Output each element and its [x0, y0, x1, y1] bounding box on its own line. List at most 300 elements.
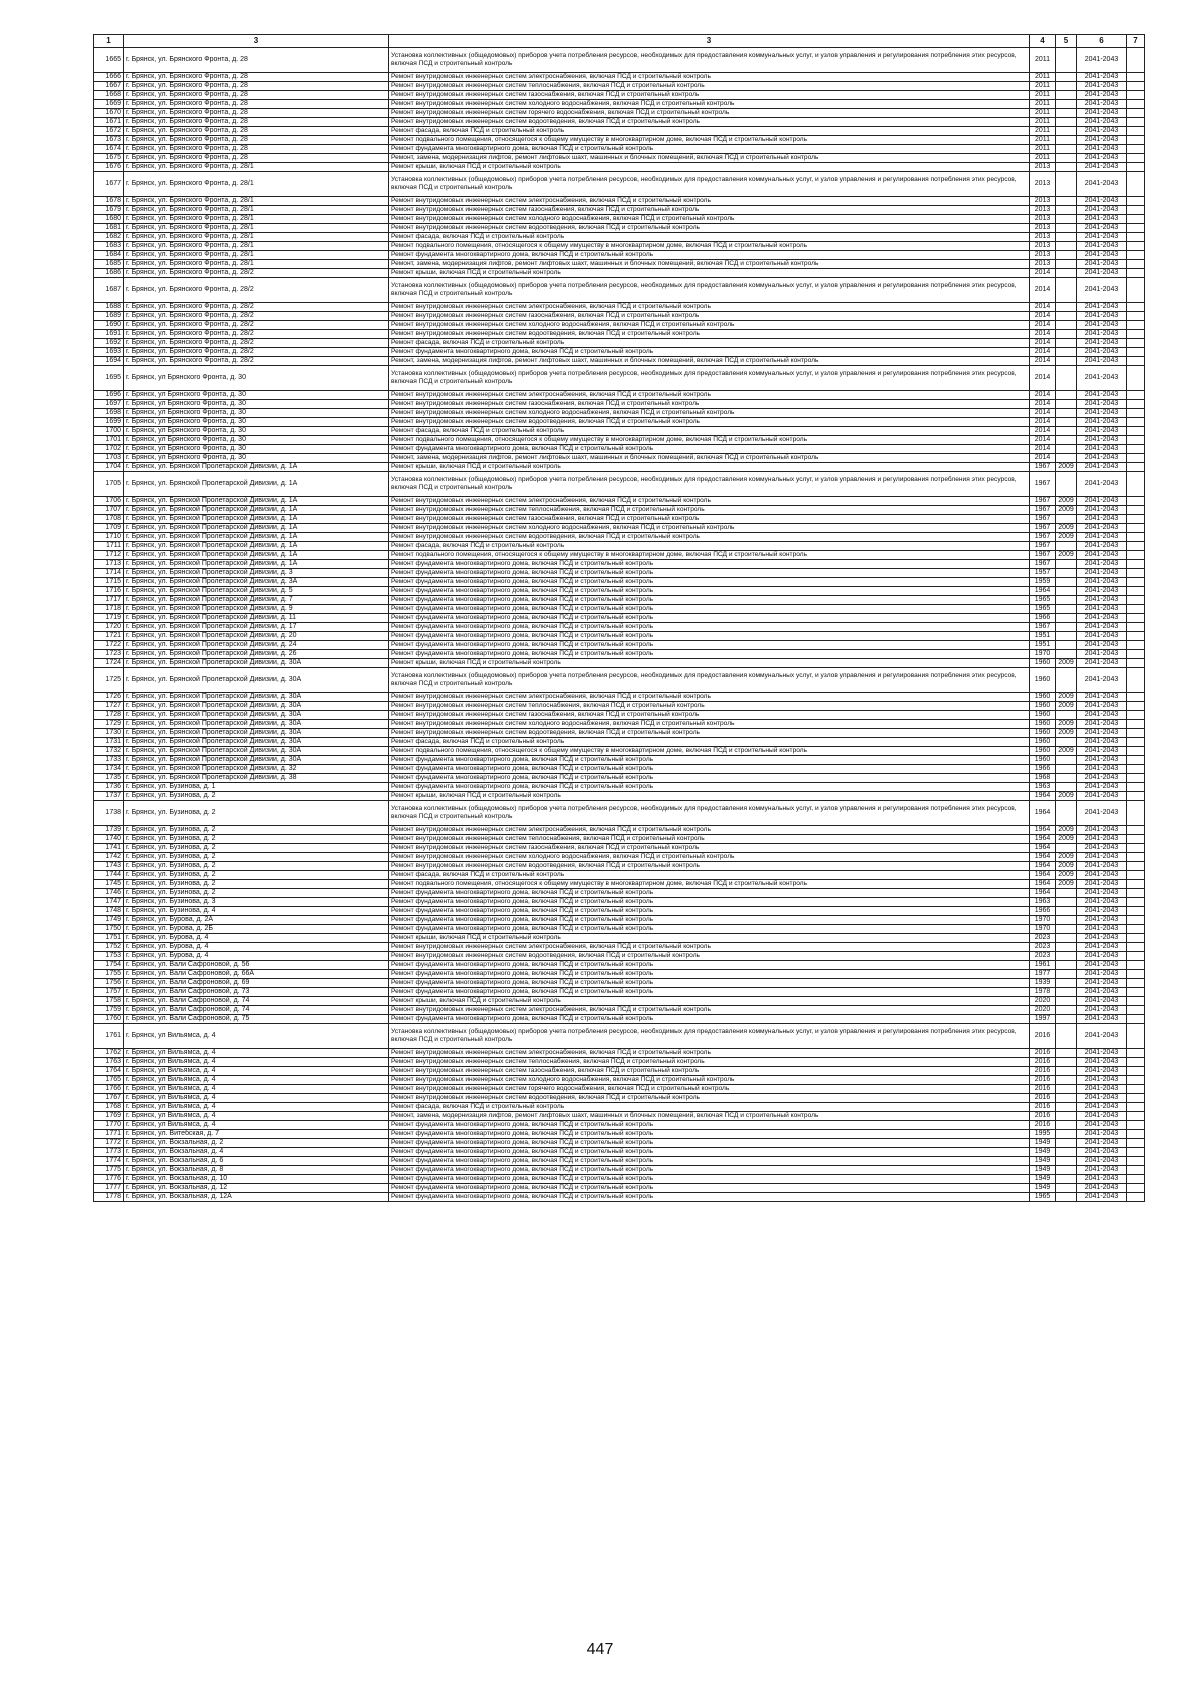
cell-address: г. Брянск, ул Брянского Фронта, д. 30 — [124, 454, 389, 463]
cell-planned-period: 2041-2043 — [1077, 605, 1127, 614]
cell-address: г. Брянск, ул. Брянского Фронта, д. 28/2 — [124, 357, 389, 366]
cell-address: г. Брянск, ул. Бузинова, д. 2 — [124, 853, 389, 862]
cell-year-built: 1960 — [1030, 702, 1056, 711]
cell-last-repair-year: 2009 — [1056, 853, 1077, 862]
cell-address: г. Брянск, ул. Вали Сафроновой, д. 69 — [124, 979, 389, 988]
table-row — [94, 233, 1145, 242]
table-row — [94, 844, 1145, 853]
cell-last-repair-year: 2009 — [1056, 497, 1077, 506]
table-row — [94, 454, 1145, 463]
cell-work-type: Ремонт фундамента многоквартирного дома, включая ПСД и строительный контроль — [389, 1193, 1030, 1202]
cell-address: г. Брянск, ул. Брянской Пролетарской Дивизии, д. 7 — [124, 596, 389, 605]
cell-last-repair-year — [1056, 260, 1077, 269]
cell-row-number: 1714 — [94, 569, 124, 578]
cell-address: г. Брянск, ул. Брянского Фронта, д. 28/1 — [124, 163, 389, 172]
cell-planned-period: 2041-2043 — [1077, 136, 1127, 145]
cell-address: г. Брянск, ул. Брянского Фронта, д. 28/2 — [124, 278, 389, 303]
cell-last-repair-year — [1056, 224, 1077, 233]
cell-row-number: 1670 — [94, 109, 124, 118]
cell-row-number: 1747 — [94, 898, 124, 907]
cell-extra — [1127, 578, 1145, 587]
cell-extra — [1127, 614, 1145, 623]
cell-row-number: 1690 — [94, 321, 124, 330]
cell-work-type: Ремонт фасада, включая ПСД и строительный контроль — [389, 127, 1030, 136]
cell-extra — [1127, 988, 1145, 997]
table-row — [94, 100, 1145, 109]
cell-row-number: 1737 — [94, 792, 124, 801]
cell-row-number: 1716 — [94, 587, 124, 596]
cell-work-type: Установка коллективных (общедомовых) приборов учета потребления ресурсов, необходимых для предоставления коммунальных услуг, и узлов управления и регулирования потребления этих ресурсов, включая ПСД и строительный контроль — [389, 801, 1030, 826]
cell-row-number: 1732 — [94, 747, 124, 756]
cell-planned-period: 2041-2043 — [1077, 357, 1127, 366]
cell-work-type: Ремонт фундамента многоквартирного дома, включая ПСД и строительный контроль — [389, 1166, 1030, 1175]
cell-address: г. Брянск, ул. Брянского Фронта, д. 28/2 — [124, 330, 389, 339]
cell-year-built: 1964 — [1030, 826, 1056, 835]
cell-work-type: Ремонт внутридомовых инженерных систем водоотведения, включая ПСД и строительный контроль — [389, 118, 1030, 127]
cell-extra — [1127, 1103, 1145, 1112]
cell-year-built: 2011 — [1030, 118, 1056, 127]
cell-planned-period: 2041-2043 — [1077, 1103, 1127, 1112]
cell-last-repair-year — [1056, 436, 1077, 445]
cell-work-type: Ремонт внутридомовых инженерных систем холодного водоснабжения, включая ПСД и строительный контроль — [389, 321, 1030, 330]
cell-planned-period: 2041-2043 — [1077, 1067, 1127, 1076]
cell-year-built: 1960 — [1030, 729, 1056, 738]
cell-address: г. Брянск, ул. Брянской Пролетарской Дивизии, д. 5 — [124, 587, 389, 596]
cell-address: г. Брянск, ул Вильямса, д. 4 — [124, 1076, 389, 1085]
table-row — [94, 445, 1145, 454]
cell-planned-period: 2041-2043 — [1077, 91, 1127, 100]
cell-row-number: 1700 — [94, 427, 124, 436]
cell-row-number: 1720 — [94, 623, 124, 632]
cell-row-number: 1768 — [94, 1103, 124, 1112]
cell-planned-period: 2041-2043 — [1077, 916, 1127, 925]
cell-work-type: Ремонт фундамента многоквартирного дома, включая ПСД и строительный контроль — [389, 641, 1030, 650]
table-row — [94, 853, 1145, 862]
cell-row-number: 1705 — [94, 472, 124, 497]
cell-last-repair-year: 2009 — [1056, 702, 1077, 711]
cell-planned-period: 2041-2043 — [1077, 880, 1127, 889]
cell-extra — [1127, 943, 1145, 952]
cell-address: г. Брянск, ул. Бузинова, д. 2 — [124, 801, 389, 826]
header-cell-address: 3 — [124, 35, 389, 48]
table-row — [94, 1175, 1145, 1184]
table-row — [94, 1148, 1145, 1157]
cell-year-built: 2011 — [1030, 73, 1056, 82]
cell-address: г. Брянск, ул Брянского Фронта, д. 30 — [124, 366, 389, 391]
cell-last-repair-year — [1056, 303, 1077, 312]
cell-address: г. Брянск, ул. Вокзальная, д. 10 — [124, 1175, 389, 1184]
cell-year-built: 2013 — [1030, 215, 1056, 224]
cell-work-type: Ремонт фасада, включая ПСД и строительный контроль — [389, 1103, 1030, 1112]
cell-address: г. Брянск, ул. Брянской Пролетарской Дивизии, д. 1А — [124, 497, 389, 506]
cell-work-type: Ремонт подвального помещения, относящегося к общему имуществу в многоквартирном доме, включая ПСД и строительный контроль — [389, 747, 1030, 756]
cell-row-number: 1667 — [94, 82, 124, 91]
cell-last-repair-year — [1056, 1085, 1077, 1094]
cell-extra — [1127, 197, 1145, 206]
cell-address: г. Брянск, ул. Брянского Фронта, д. 28/2 — [124, 348, 389, 357]
cell-year-built: 2013 — [1030, 260, 1056, 269]
cell-year-built: 1964 — [1030, 880, 1056, 889]
cell-row-number: 1684 — [94, 251, 124, 260]
table-row — [94, 1112, 1145, 1121]
cell-extra — [1127, 1076, 1145, 1085]
cell-planned-period: 2041-2043 — [1077, 445, 1127, 454]
table-row — [94, 862, 1145, 871]
cell-row-number: 1691 — [94, 330, 124, 339]
table-row — [94, 765, 1145, 774]
cell-last-repair-year — [1056, 898, 1077, 907]
table-row — [94, 835, 1145, 844]
table-row — [94, 154, 1145, 163]
table-row — [94, 463, 1145, 472]
cell-planned-period: 2041-2043 — [1077, 172, 1127, 197]
cell-work-type: Установка коллективных (общедомовых) приборов учета потребления ресурсов, необходимых для предоставления коммунальных услуг, и узлов управления и регулирования потребления этих ресурсов, включая ПСД и строительный контроль — [389, 172, 1030, 197]
cell-last-repair-year — [1056, 889, 1077, 898]
cell-planned-period: 2041-2043 — [1077, 454, 1127, 463]
cell-work-type: Ремонт, замена, модернизация лифтов, ремонт лифтовых шахт, машинных и блочных помещений, включая ПСД и строительный контроль — [389, 357, 1030, 366]
cell-row-number: 1775 — [94, 1166, 124, 1175]
cell-work-type: Ремонт фундамента многоквартирного дома, включая ПСД и строительный контроль — [389, 970, 1030, 979]
cell-planned-period: 2041-2043 — [1077, 925, 1127, 934]
table-row — [94, 542, 1145, 551]
cell-last-repair-year: 2009 — [1056, 693, 1077, 702]
cell-extra — [1127, 880, 1145, 889]
cell-last-repair-year — [1056, 109, 1077, 118]
table-row — [94, 979, 1145, 988]
cell-extra — [1127, 1121, 1145, 1130]
cell-year-built: 1967 — [1030, 542, 1056, 551]
cell-year-built: 1965 — [1030, 1193, 1056, 1202]
cell-year-built: 2014 — [1030, 339, 1056, 348]
table-row — [94, 792, 1145, 801]
table-row — [94, 898, 1145, 907]
cell-work-type: Установка коллективных (общедомовых) приборов учета потребления ресурсов, необходимых для предоставления коммунальных услуг, и узлов управления и регулирования потребления этих ресурсов, включая ПСД и строительный контроль — [389, 366, 1030, 391]
cell-planned-period: 2041-2043 — [1077, 1184, 1127, 1193]
cell-planned-period: 2041-2043 — [1077, 844, 1127, 853]
cell-year-built: 1949 — [1030, 1184, 1056, 1193]
cell-address: г. Брянск, ул. Брянской Пролетарской Дивизии, д. 1А — [124, 542, 389, 551]
cell-planned-period: 2041-2043 — [1077, 587, 1127, 596]
cell-address: г. Брянск, ул. Брянской Пролетарской Дивизии, д. 32 — [124, 765, 389, 774]
cell-planned-period: 2041-2043 — [1077, 853, 1127, 862]
cell-work-type: Ремонт фундамента многоквартирного дома, включая ПСД и строительный контроль — [389, 925, 1030, 934]
cell-last-repair-year — [1056, 197, 1077, 206]
cell-address: г. Брянск, ул. Брянской Пролетарской Дивизии, д. 30А — [124, 702, 389, 711]
cell-row-number: 1665 — [94, 48, 124, 73]
cell-last-repair-year — [1056, 1006, 1077, 1015]
cell-planned-period: 2041-2043 — [1077, 109, 1127, 118]
cell-extra — [1127, 596, 1145, 605]
cell-year-built: 1949 — [1030, 1148, 1056, 1157]
cell-last-repair-year — [1056, 632, 1077, 641]
cell-year-built: 1968 — [1030, 774, 1056, 783]
cell-last-repair-year: 2009 — [1056, 871, 1077, 880]
cell-address: г. Брянск, ул Вильямса, д. 4 — [124, 1049, 389, 1058]
cell-work-type: Ремонт внутридомовых инженерных систем водоотведения, включая ПСД и строительный контроль — [389, 330, 1030, 339]
cell-year-built: 2020 — [1030, 1006, 1056, 1015]
cell-row-number: 1704 — [94, 463, 124, 472]
cell-year-built: 2014 — [1030, 436, 1056, 445]
cell-extra — [1127, 862, 1145, 871]
cell-extra — [1127, 898, 1145, 907]
cell-address: г. Брянск, ул. Брянской Пролетарской Дивизии, д. 30А — [124, 659, 389, 668]
cell-row-number: 1712 — [94, 551, 124, 560]
cell-extra — [1127, 506, 1145, 515]
cell-row-number: 1713 — [94, 560, 124, 569]
cell-address: г. Брянск, ул Брянского Фронта, д. 30 — [124, 418, 389, 427]
cell-address: г. Брянск, ул. Брянского Фронта, д. 28 — [124, 82, 389, 91]
cell-planned-period: 2041-2043 — [1077, 569, 1127, 578]
cell-year-built: 1949 — [1030, 1166, 1056, 1175]
cell-row-number: 1764 — [94, 1067, 124, 1076]
cell-address: г. Брянск, ул. Бузинова, д. 2 — [124, 880, 389, 889]
cell-last-repair-year — [1056, 988, 1077, 997]
cell-work-type: Ремонт внутридомовых инженерных систем электроснабжения, включая ПСД и строительный контроль — [389, 497, 1030, 506]
cell-row-number: 1681 — [94, 224, 124, 233]
cell-year-built: 2016 — [1030, 1103, 1056, 1112]
cell-address: г. Брянск, ул. Брянского Фронта, д. 28 — [124, 136, 389, 145]
cell-address: г. Брянск, ул. Брянской Пролетарской Дивизии, д. 20 — [124, 632, 389, 641]
cell-planned-period: 2041-2043 — [1077, 321, 1127, 330]
cell-year-built: 2014 — [1030, 366, 1056, 391]
cell-address: г. Брянск, ул. Вокзальная, д. 2 — [124, 1139, 389, 1148]
cell-row-number: 1707 — [94, 506, 124, 515]
cell-row-number: 1745 — [94, 880, 124, 889]
cell-last-repair-year — [1056, 163, 1077, 172]
cell-year-built: 1966 — [1030, 765, 1056, 774]
cell-planned-period: 2041-2043 — [1077, 312, 1127, 321]
cell-last-repair-year — [1056, 952, 1077, 961]
cell-last-repair-year — [1056, 605, 1077, 614]
cell-row-number: 1666 — [94, 73, 124, 82]
cell-address: г. Брянск, ул. Брянского Фронта, д. 28 — [124, 91, 389, 100]
table-row — [94, 587, 1145, 596]
cell-last-repair-year — [1056, 330, 1077, 339]
table-row — [94, 1103, 1145, 1112]
cell-year-built: 2020 — [1030, 997, 1056, 1006]
cell-address: г. Брянск, ул. Брянского Фронта, д. 28 — [124, 118, 389, 127]
table-row — [94, 952, 1145, 961]
cell-row-number: 1703 — [94, 454, 124, 463]
cell-row-number: 1762 — [94, 1049, 124, 1058]
cell-row-number: 1767 — [94, 1094, 124, 1103]
cell-row-number: 1765 — [94, 1076, 124, 1085]
cell-planned-period: 2041-2043 — [1077, 1175, 1127, 1184]
cell-last-repair-year — [1056, 668, 1077, 693]
cell-planned-period: 2041-2043 — [1077, 48, 1127, 73]
cell-work-type: Ремонт крыши, включая ПСД и строительный контроль — [389, 163, 1030, 172]
cell-extra — [1127, 747, 1145, 756]
cell-row-number: 1715 — [94, 578, 124, 587]
cell-address: г. Брянск, ул. Брянской Пролетарской Дивизии, д. 11 — [124, 614, 389, 623]
cell-address: г. Брянск, ул. Брянского Фронта, д. 28/1 — [124, 197, 389, 206]
cell-last-repair-year — [1056, 711, 1077, 720]
cell-address: г. Брянск, ул. Брянского Фронта, д. 28/1 — [124, 215, 389, 224]
cell-extra — [1127, 560, 1145, 569]
cell-address: г. Брянск, ул. Вокзальная, д. 12А — [124, 1193, 389, 1202]
cell-year-built: 1966 — [1030, 907, 1056, 916]
cell-year-built: 1960 — [1030, 693, 1056, 702]
cell-extra — [1127, 251, 1145, 260]
cell-work-type: Ремонт подвального помещения, относящегося к общему имуществу в многоквартирном доме, включая ПСД и строительный контроль — [389, 136, 1030, 145]
cell-work-type: Ремонт внутридомовых инженерных систем водоотведения, включая ПСД и строительный контроль — [389, 1094, 1030, 1103]
cell-row-number: 1685 — [94, 260, 124, 269]
cell-year-built: 1960 — [1030, 756, 1056, 765]
cell-extra — [1127, 454, 1145, 463]
table-row — [94, 357, 1145, 366]
cell-work-type: Ремонт внутридомовых инженерных систем теплоснабжения, включая ПСД и строительный контроль — [389, 506, 1030, 515]
table-row — [94, 605, 1145, 614]
cell-planned-period: 2041-2043 — [1077, 515, 1127, 524]
table-row — [94, 650, 1145, 659]
cell-last-repair-year — [1056, 515, 1077, 524]
cell-work-type: Ремонт фундамента многоквартирного дома, включая ПСД и строительный контроль — [389, 1175, 1030, 1184]
cell-address: г. Брянск, ул. Брянской Пролетарской Дивизии, д. 1А — [124, 463, 389, 472]
cell-row-number: 1742 — [94, 853, 124, 862]
cell-planned-period: 2041-2043 — [1077, 952, 1127, 961]
repair-schedule-table — [93, 34, 1145, 1202]
cell-planned-period: 2041-2043 — [1077, 542, 1127, 551]
cell-work-type: Ремонт фундамента многоквартирного дома, включая ПСД и строительный контроль — [389, 560, 1030, 569]
cell-last-repair-year — [1056, 907, 1077, 916]
cell-work-type: Ремонт фасада, включая ПСД и строительный контроль — [389, 542, 1030, 551]
cell-planned-period: 2041-2043 — [1077, 979, 1127, 988]
cell-address: г. Брянск, ул. Брянской Пролетарской Дивизии, д. 30А — [124, 729, 389, 738]
table-row — [94, 659, 1145, 668]
cell-row-number: 1738 — [94, 801, 124, 826]
cell-extra — [1127, 409, 1145, 418]
table-row — [94, 312, 1145, 321]
cell-year-built: 2016 — [1030, 1067, 1056, 1076]
cell-last-repair-year: 2009 — [1056, 463, 1077, 472]
cell-address: г. Брянск, ул. Бузинова, д. 1 — [124, 783, 389, 792]
cell-planned-period: 2041-2043 — [1077, 641, 1127, 650]
cell-year-built: 1965 — [1030, 605, 1056, 614]
table-row — [94, 997, 1145, 1006]
cell-row-number: 1770 — [94, 1121, 124, 1130]
cell-work-type: Ремонт, замена, модернизация лифтов, ремонт лифтовых шахт, машинных и блочных помещений, включая ПСД и строительный контроль — [389, 454, 1030, 463]
cell-row-number: 1756 — [94, 979, 124, 988]
table-header-row — [94, 35, 1145, 48]
cell-year-built: 2014 — [1030, 348, 1056, 357]
cell-extra — [1127, 136, 1145, 145]
cell-extra — [1127, 348, 1145, 357]
cell-planned-period: 2041-2043 — [1077, 934, 1127, 943]
cell-planned-period: 2041-2043 — [1077, 729, 1127, 738]
cell-row-number: 1773 — [94, 1148, 124, 1157]
cell-extra — [1127, 668, 1145, 693]
cell-extra — [1127, 792, 1145, 801]
cell-address: г. Брянск, ул. Брянского Фронта, д. 28/1 — [124, 260, 389, 269]
cell-last-repair-year — [1056, 783, 1077, 792]
cell-address: г. Брянск, ул. Бузинова, д. 2 — [124, 889, 389, 898]
cell-work-type: Ремонт крыши, включая ПСД и строительный контроль — [389, 997, 1030, 1006]
cell-row-number: 1710 — [94, 533, 124, 542]
cell-last-repair-year: 2009 — [1056, 835, 1077, 844]
cell-year-built: 2013 — [1030, 206, 1056, 215]
cell-year-built: 2013 — [1030, 172, 1056, 197]
cell-last-repair-year — [1056, 1094, 1077, 1103]
cell-year-built: 1978 — [1030, 988, 1056, 997]
table-row — [94, 1024, 1145, 1049]
cell-planned-period: 2041-2043 — [1077, 118, 1127, 127]
cell-work-type: Ремонт внутридомовых инженерных систем газоснабжения, включая ПСД и строительный контроль — [389, 711, 1030, 720]
cell-planned-period: 2041-2043 — [1077, 409, 1127, 418]
cell-row-number: 1771 — [94, 1130, 124, 1139]
cell-last-repair-year — [1056, 970, 1077, 979]
cell-last-repair-year — [1056, 1103, 1077, 1112]
cell-address: г. Брянск, ул Вильямса, д. 4 — [124, 1058, 389, 1067]
cell-work-type: Ремонт фундамента многоквартирного дома, включая ПСД и строительный контроль — [389, 979, 1030, 988]
table-row — [94, 632, 1145, 641]
table-row — [94, 118, 1145, 127]
cell-work-type: Ремонт фасада, включая ПСД и строительный контроль — [389, 871, 1030, 880]
cell-row-number: 1735 — [94, 774, 124, 783]
cell-row-number: 1739 — [94, 826, 124, 835]
cell-planned-period: 2041-2043 — [1077, 1015, 1127, 1024]
cell-last-repair-year — [1056, 623, 1077, 632]
cell-extra — [1127, 82, 1145, 91]
cell-row-number: 1697 — [94, 400, 124, 409]
cell-work-type: Ремонт внутридомовых инженерных систем горячего водоснабжения, включая ПСД и строительный контроль — [389, 1085, 1030, 1094]
cell-extra — [1127, 91, 1145, 100]
cell-year-built: 1960 — [1030, 659, 1056, 668]
cell-work-type: Установка коллективных (общедомовых) приборов учета потребления ресурсов, необходимых для предоставления коммунальных услуг, и узлов управления и регулирования потребления этих ресурсов, включая ПСД и строительный контроль — [389, 472, 1030, 497]
cell-row-number: 1751 — [94, 934, 124, 943]
cell-address: г. Брянск, ул. Бузинова, д. 2 — [124, 826, 389, 835]
cell-year-built: 2016 — [1030, 1112, 1056, 1121]
cell-planned-period: 2041-2043 — [1077, 197, 1127, 206]
cell-planned-period: 2041-2043 — [1077, 163, 1127, 172]
cell-extra — [1127, 916, 1145, 925]
cell-work-type: Ремонт фасада, включая ПСД и строительный контроль — [389, 233, 1030, 242]
cell-last-repair-year — [1056, 1139, 1077, 1148]
cell-last-repair-year — [1056, 596, 1077, 605]
table-row — [94, 48, 1145, 73]
cell-planned-period: 2041-2043 — [1077, 400, 1127, 409]
cell-address: г. Брянск, ул. Витебская, д. 7 — [124, 1130, 389, 1139]
cell-last-repair-year — [1056, 172, 1077, 197]
cell-year-built: 2014 — [1030, 357, 1056, 366]
cell-work-type: Ремонт фундамента многоквартирного дома, включая ПСД и строительный контроль — [389, 1157, 1030, 1166]
cell-row-number: 1728 — [94, 711, 124, 720]
cell-work-type: Ремонт внутридомовых инженерных систем холодного водоснабжения, включая ПСД и строительный контроль — [389, 853, 1030, 862]
cell-year-built: 2014 — [1030, 409, 1056, 418]
cell-planned-period: 2041-2043 — [1077, 578, 1127, 587]
cell-work-type: Ремонт внутридомовых инженерных систем водоотведения, включая ПСД и строительный контроль — [389, 952, 1030, 961]
cell-address: г. Брянск, ул. Брянского Фронта, д. 28/1 — [124, 251, 389, 260]
cell-extra — [1127, 1166, 1145, 1175]
cell-work-type: Ремонт внутридомовых инженерных систем теплоснабжения, включая ПСД и строительный контроль — [389, 835, 1030, 844]
cell-address: г. Брянск, ул. Бурова, д. 2Б — [124, 925, 389, 934]
cell-address: г. Брянск, ул. Брянской Пролетарской Дивизии, д. 38 — [124, 774, 389, 783]
cell-year-built: 1967 — [1030, 533, 1056, 542]
cell-last-repair-year — [1056, 1015, 1077, 1024]
table-row — [94, 774, 1145, 783]
cell-row-number: 1706 — [94, 497, 124, 506]
cell-planned-period: 2041-2043 — [1077, 871, 1127, 880]
cell-row-number: 1777 — [94, 1184, 124, 1193]
cell-work-type: Ремонт внутридомовых инженерных систем водоотведения, включая ПСД и строительный контроль — [389, 224, 1030, 233]
cell-row-number: 1672 — [94, 127, 124, 136]
table-row — [94, 970, 1145, 979]
table-row — [94, 801, 1145, 826]
cell-address: г. Брянск, ул. Вокзальная, д. 6 — [124, 1157, 389, 1166]
cell-work-type: Ремонт внутридомовых инженерных систем газоснабжения, включая ПСД и строительный контроль — [389, 1067, 1030, 1076]
cell-year-built: 2011 — [1030, 136, 1056, 145]
table-row — [94, 109, 1145, 118]
cell-address: г. Брянск, ул. Брянского Фронта, д. 28/1 — [124, 242, 389, 251]
